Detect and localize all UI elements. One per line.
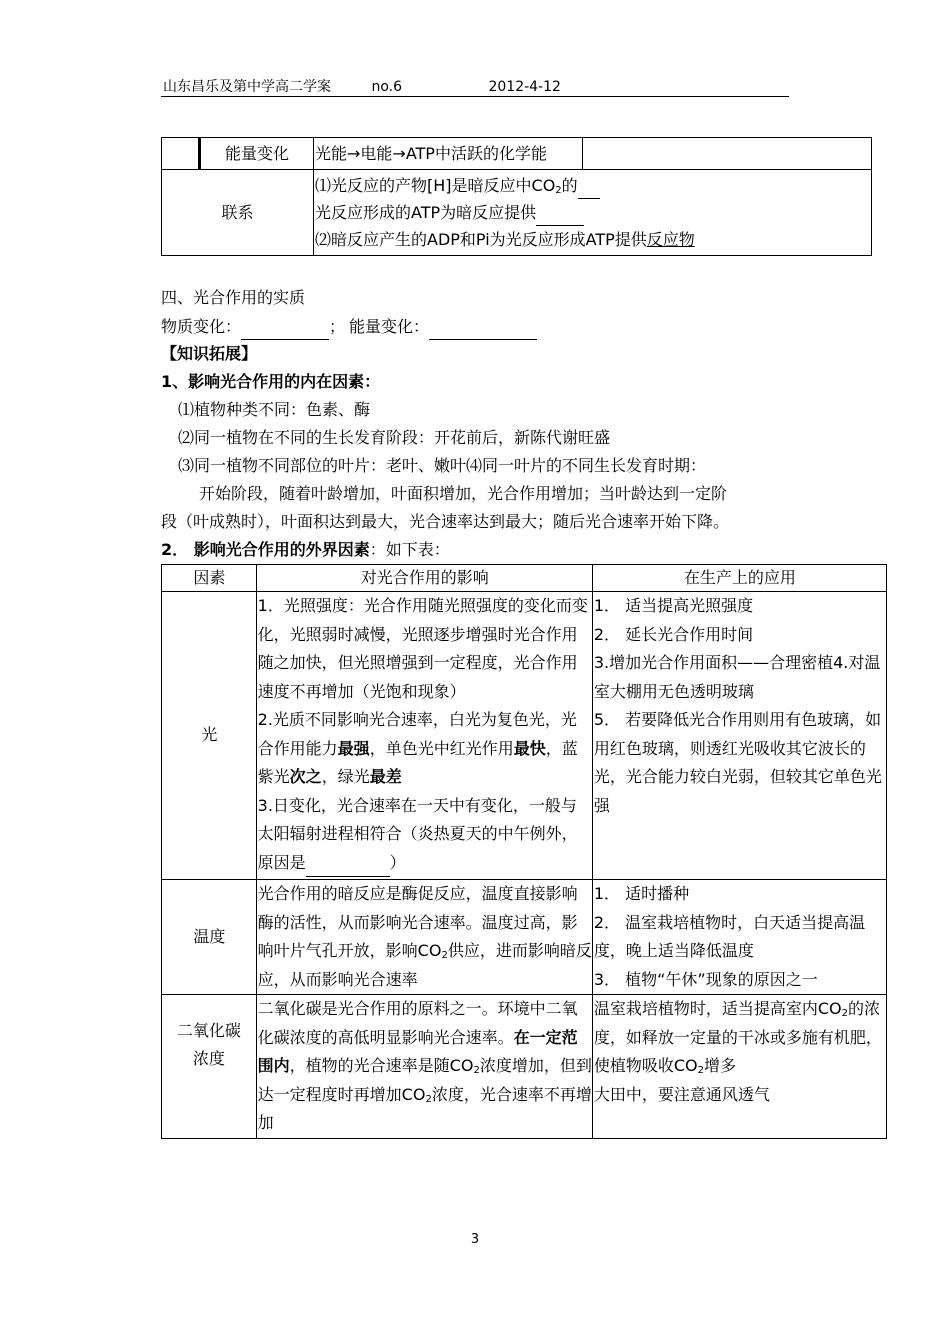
application-temperature: 1． 适时播种 2． 温室栽培植物时，白天适当提高温度，晚上适当降低温度 3． 植物“午休”现象的原因之一 — [592, 880, 886, 995]
doc-date: 2012-4-12 — [488, 79, 561, 95]
factor-light: 光 — [162, 592, 257, 880]
table-header-row — [162, 565, 887, 592]
external-factors-heading: 2． 影响光合作用的外界因素：如下表： — [161, 540, 450, 559]
table-row — [162, 170, 872, 256]
effect-light: 1．光照强度：光合作用随光照强度的变化而变化，光照弱时减慢，光照逐步增强时光合作用随之加快，但光照增强到一定程度，光合作用速度不再增加（光饱和现象） 2.光质不同影响光合速率，白光为复色光，光合作用能力最强，单色光中红光作用最快，蓝紫光次之，绿光最差 3.日变化，光合速率在一天中有变化，一般与太阳辐射进程相符合（炎热夏天的中午例外，原因是 ） — [256, 592, 592, 880]
leaf-age-line-1: 开始阶段，随着叶龄增加，叶面积增加，光合作用增加；当叶龄达到一定阶 — [199, 484, 728, 503]
reaction-table — [161, 137, 872, 256]
energy-change-value: 光能→电能→ATP中活跃的化学能 — [314, 138, 583, 170]
table-row-light — [162, 592, 887, 880]
school-name: 山东昌乐及第中学高二学案 — [163, 79, 331, 95]
effect-temperature: 光合作用的暗反应是酶促反应，温度直接影响酶的活性，从而影响光合速率。温度过高，影响叶片气孔开放，影响$CO_2$供应，进而影响暗反应，从而影响光合速率 — [256, 880, 592, 995]
header-effect: 对光合作用的影响 — [256, 565, 592, 592]
reason-blank[interactable] — [306, 860, 390, 877]
internal-factor-2: ⑵同一植物在不同的生长发育阶段：开花前后，新陈代谢旺盛 — [178, 428, 611, 447]
table-row — [162, 138, 872, 170]
section-four-title: 四、光合作用的实质 — [161, 288, 306, 307]
leaf-age-line-2: 段（叶成熟时），叶面积达到最大，光合速率达到最大；随后光合速率开始下降。 — [161, 512, 730, 531]
internal-factors-heading: 1、影响光合作用的内在因素： — [161, 372, 381, 391]
header-rule — [161, 96, 789, 97]
header-application: 在生产上的应用 — [592, 565, 886, 592]
factor-co2: 二氧化碳浓度 — [162, 995, 257, 1139]
external-factors-table — [161, 564, 887, 1139]
table-row-temperature — [162, 880, 887, 995]
page-number: 3 — [470, 1232, 480, 1247]
material-blank[interactable] — [241, 323, 329, 340]
energy-change-label: 能量变化 — [200, 138, 314, 170]
page-header — [163, 76, 561, 96]
fill-blank[interactable] — [536, 209, 584, 226]
application-co2: 温室栽培植物时，适当提高室内$CO_2$的浓度，如释放一定量的干冰或多施有机肥，使植物吸收$CO_2$增多 大田中，要注意通风透气 — [592, 995, 886, 1139]
factor-temperature: 温度 — [162, 880, 257, 995]
internal-factor-3: ⑶同一植物不同部位的叶片：老叶、嫩叶⑷同一叶片的不同生长发育时期： — [178, 456, 707, 475]
essence-line: 物质变化： ； 能量变化： — [161, 314, 537, 340]
energy-blank[interactable] — [429, 323, 537, 340]
effect-co2: 二氧化碳是光合作用的原料之一。环境中二氧化碳浓度的高低明显影响光合速率。在一定范围内，植物的光合速率是随$CO_2$浓度增加，但到达一定程度时再增加$CO_2$浓度，光合速率不再增加 — [256, 995, 592, 1139]
application-light: 1． 适当提高光照强度 2． 延长光合作用时间 3.增加光合作用面积——合理密植4.对温室大棚用无色透明玻璃 5． 若要降低光合作用则用有色玻璃，如用红色玻璃，则透红光吸收其它波长的光，光合能力较白光弱，但较其它单色光强 — [592, 592, 886, 880]
doc-number: no.6 — [371, 79, 403, 95]
header-factor: 因素 — [162, 565, 257, 592]
expand-title: 【知识拓展】 — [161, 344, 258, 363]
fill-blank[interactable] — [578, 182, 600, 199]
table-row-co2 — [162, 995, 887, 1139]
link-content: ⑴光反应的产物[H]是暗反应中$CO_2$的 光反应形成的ATP为暗反应提供 ⑵暗反应产生的ADP和Pi为光反应形成ATP提供反应物 — [314, 170, 872, 256]
internal-factor-1: ⑴植物种类不同：色素、酶 — [178, 400, 371, 419]
link-label: 联系 — [162, 170, 314, 256]
